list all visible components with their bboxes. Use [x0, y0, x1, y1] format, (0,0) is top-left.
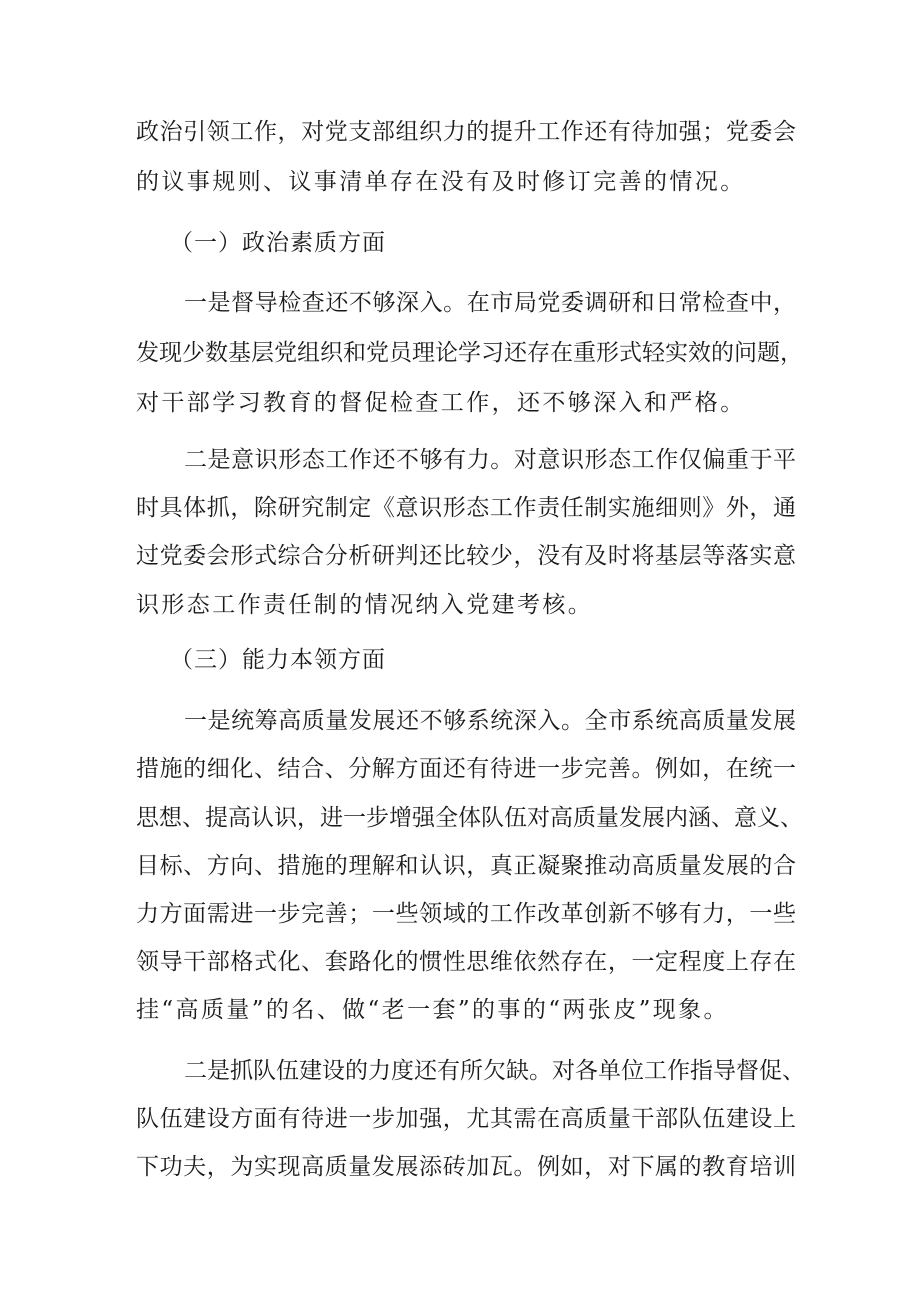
paragraph-first-line: 二是抓队伍建设的力度还有所欠缺。对各单位工作指导督促、: [184, 1058, 805, 1084]
paragraph-first-line: 一是督导检查还不够深入。在市局党委调研和日常检查中，: [184, 290, 796, 316]
section-heading: （三）能力本领方面: [170, 647, 386, 673]
text-line: 思想、提高认识，进一步增强全体队伍对高质量发展内涵、意义、: [136, 805, 803, 831]
paragraph-first-line: 二是意识形态工作还不够有力。对意识形态工作仅偏重于平: [184, 447, 796, 473]
text-line: 力方面需进一步完善；一些领域的工作改革创新不够有力，一些: [136, 901, 796, 927]
text-line: 的议事规则、议事清单存在没有及时修订完善的情况。: [136, 169, 746, 195]
text-line: 政治引领工作，对党支部组织力的提升工作还有待加强；党委会: [136, 119, 796, 145]
text-line: 挂“高质量”的名、做“老一套”的事的“两张皮”现象。: [136, 997, 729, 1023]
text-line: 领导干部格式化、套路化的惯性思维依然存在，一定程度上存在: [136, 949, 796, 975]
text-line: 下功夫，为实现高质量发展添砖加瓦。例如，对下属的教育培训: [136, 1154, 796, 1180]
text-line: 目标、方向、措施的理解和认识，真正凝聚推动高质量发展的合: [136, 853, 796, 879]
section-heading: （一）政治素质方面: [170, 230, 386, 256]
text-line: 发现少数基层党组织和党员理论学习还存在重形式轻实效的问题，: [136, 340, 803, 366]
text-line: 对干部学习教育的督促检查工作，还不够深入和严格。: [136, 390, 746, 416]
text-line: 措施的细化、结合、分解方面还有待进一步完善。例如，在统一: [136, 756, 796, 782]
text-line: 时具体抓，除研究制定《意识形态工作责任制实施细则》外，通: [136, 495, 796, 521]
text-line: 过党委会形式综合分析研判还比较少，没有及时将基层等落实意: [136, 543, 796, 569]
text-line: 队伍建设方面有待进一步加强，尤其需在高质量干部队伍建设上: [136, 1106, 796, 1132]
text-line: 识形态工作责任制的情况纳入党建考核。: [136, 592, 594, 618]
paragraph-first-line: 一是统筹高质量发展还不够系统深入。全市系统高质量发展: [184, 708, 796, 734]
